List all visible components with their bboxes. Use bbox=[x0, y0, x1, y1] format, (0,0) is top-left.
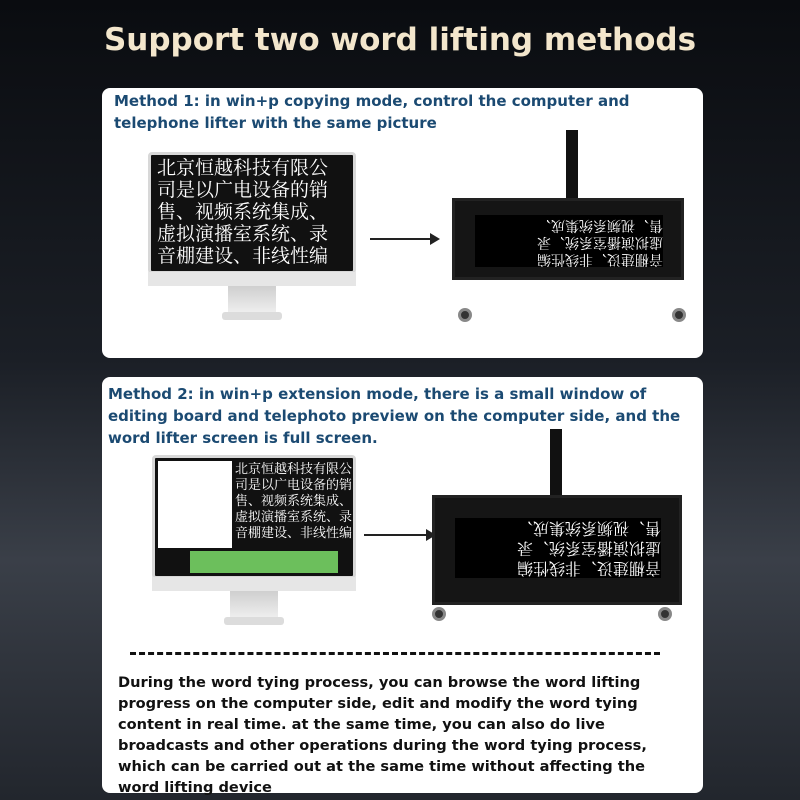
screen-line: 音棚建设、非线性编 bbox=[157, 245, 329, 267]
divider bbox=[130, 652, 660, 655]
prompter-box bbox=[432, 495, 682, 605]
monitor-chin bbox=[148, 272, 356, 286]
screen-line: 司是以广电设备的销 bbox=[157, 179, 329, 201]
screen-line: 音棚建设、非线性编 bbox=[235, 526, 353, 541]
prompter-line: 售、视频系统集成、 bbox=[537, 217, 663, 233]
monitor-screen bbox=[152, 455, 356, 579]
editing-panel bbox=[190, 551, 338, 573]
method-2-text: Method 2: in win+p extension mode, there is a small window of editing board and telephoto preview on the computer side, and the word lifter screen is full screen. bbox=[108, 385, 681, 447]
document-window bbox=[158, 461, 232, 548]
page-title: Support two word lifting methods bbox=[103, 22, 697, 58]
wheel-icon bbox=[458, 308, 472, 322]
monitor-stand bbox=[230, 591, 278, 619]
prompter-screen bbox=[455, 518, 661, 578]
prompter-line: 售、视频系统集成、 bbox=[516, 519, 661, 538]
wheel-icon bbox=[432, 607, 446, 621]
arrow-icon bbox=[370, 238, 438, 240]
monitor-base bbox=[224, 617, 284, 625]
prompter-pole bbox=[550, 429, 562, 499]
screen-line: 售、视频系统集成、 bbox=[235, 494, 353, 509]
prompter-box bbox=[452, 198, 684, 280]
wheel-icon bbox=[658, 607, 672, 621]
prompter-screen bbox=[475, 215, 663, 267]
prompter-line: 虚拟演播室系统、录 bbox=[537, 234, 663, 250]
monitor-base bbox=[222, 312, 282, 320]
screen-line: 司是以广电设备的销 bbox=[235, 478, 353, 493]
monitor-screen bbox=[148, 152, 356, 274]
screen-line: 北京恒越科技有限公 bbox=[235, 462, 353, 477]
monitor-chin bbox=[152, 577, 356, 591]
method-1-text: Method 1: in win+p copying mode, control the computer and telephone lifter with the same picture bbox=[114, 92, 630, 132]
screen-line: 虚拟演播室系统、录 bbox=[235, 510, 353, 525]
prompter-line: 音棚建设、非线性编 bbox=[537, 251, 663, 267]
method-1-card bbox=[102, 88, 703, 358]
wheel-icon bbox=[672, 308, 686, 322]
screen-line: 虚拟演播室系统、录 bbox=[157, 223, 329, 245]
prompter-line: 虚拟演播室系统、录 bbox=[516, 539, 661, 558]
monitor-stand bbox=[228, 286, 276, 314]
description-text: During the word tying process, you can browse the word lifting progress on the computer side, edit and modify the word tying content in real time. at the same time, you can also do live broadcasts and other operations during the word tying process, which can be carried out at the same time without affecting the word lifting device bbox=[118, 674, 647, 796]
screen-line: 北京恒越科技有限公 bbox=[157, 157, 329, 179]
prompter-line: 音棚建设、非线性编 bbox=[516, 559, 661, 578]
prompter-pole bbox=[566, 130, 578, 200]
screen-line: 售、视频系统集成、 bbox=[157, 201, 329, 223]
arrow-icon bbox=[364, 534, 434, 536]
